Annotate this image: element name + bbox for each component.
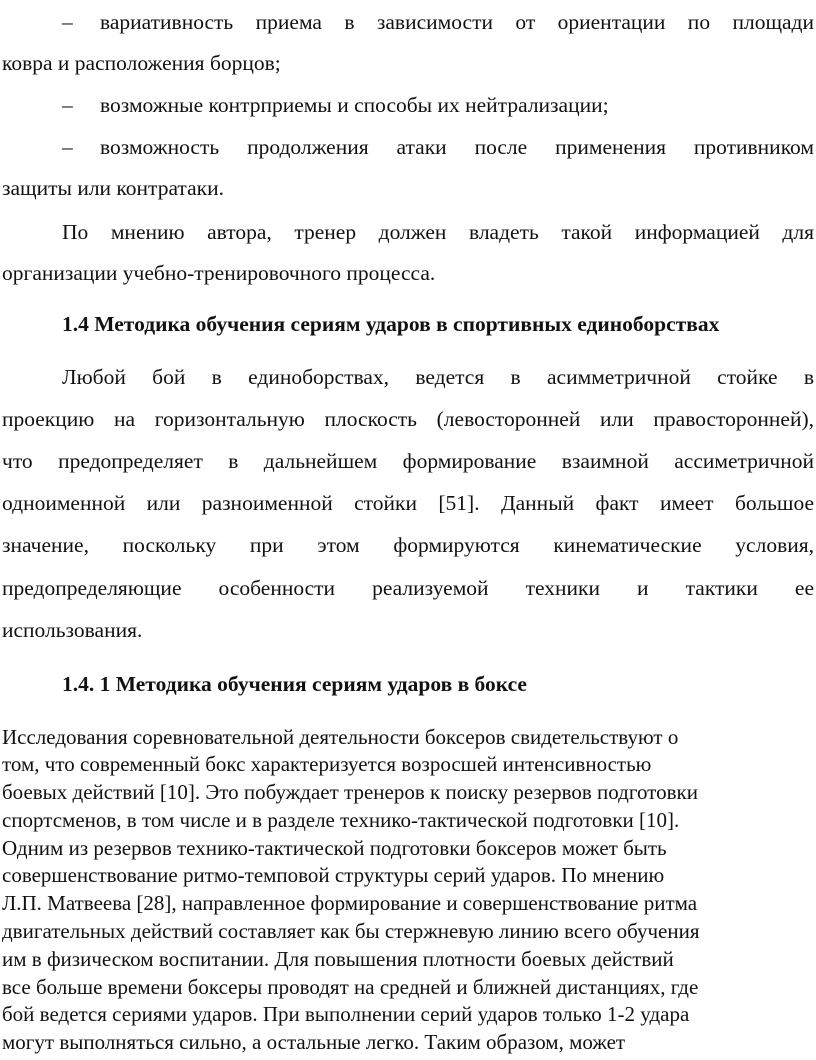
paragraph-1-line-2: организации учебно-тренировочного процесса.	[2, 261, 436, 285]
bullet-dash: –	[62, 93, 73, 117]
paragraph-1-line-1: По мнению автора, тренер должен владеть такой информацией для	[62, 220, 814, 244]
paragraph-2-line: значение, поскольку при этом формируются кинематические условия,	[2, 533, 814, 557]
paragraph-3-line: Одним из резервов технико-тактической подготовки боксеров может быть	[2, 836, 667, 860]
paragraph-3-line: им в физическом воспитании. Для повышения плотности боевых действий	[2, 947, 674, 971]
bullet-3-line-1: возможность продолжения атаки после применения противником	[100, 135, 814, 159]
section-heading: 1.4 Методика обучения сериям ударов в спортивных единоборствах	[62, 312, 720, 336]
bullet-1-line-2: ковра и расположения борцов;	[2, 51, 281, 75]
paragraph-3-line: могут выполняться сильно, а остальные легко. Таким образом, может	[2, 1030, 626, 1054]
bullet-dash: –	[62, 10, 73, 34]
paragraph-2-line: одноименной или разноименной стойки [51]. Данный факт имеет большое	[2, 491, 814, 515]
paragraph-3-line: бой ведется сериями ударов. При выполнении серий ударов только 1-2 удара	[2, 1002, 690, 1026]
bullet-1-line-1: вариативность приема в зависимости от ориентации по площади	[100, 10, 814, 34]
paragraph-3-line: Исследования соревновательной деятельности боксеров свидетельствуют о	[2, 725, 679, 749]
bullet-dash: –	[62, 135, 73, 159]
paragraph-3-line: совершенствование ритмо-темповой структуры серий ударов. По мнению	[2, 863, 665, 887]
paragraph-3-line: все больше времени боксеры проводят на средней и ближней дистанциях, где	[2, 975, 699, 999]
paragraph-2-line: что предопределяет в дальнейшем формирование взаимной ассиметричной	[2, 449, 814, 473]
paragraph-3-line: боевых действий [10]. Это побуждает тренеров к поиску резервов подготовки	[2, 780, 698, 804]
paragraph-2-line: предопределяющие особенности реализуемой техники и тактики ее	[2, 576, 814, 600]
paragraph-2-line: Любой бой в единоборствах, ведется в асимметричной стойке в	[62, 365, 814, 389]
paragraph-3-line: Л.П. Матвеева [28], направленное формирование и совершенствование ритма	[2, 891, 698, 915]
paragraph-3-line: том, что современный бокс характеризуется возросшей интенсивностью	[2, 752, 652, 776]
paragraph-2-line: использования.	[2, 618, 143, 642]
paragraph-2-line: проекцию на горизонтальную плоскость (левосторонней или правосторонней),	[2, 407, 814, 431]
bullet-2-line-1: возможные контрприемы и способы их нейтрализации;	[100, 93, 609, 117]
subsection-heading: 1.4. 1 Методика обучения сериям ударов в боксе	[62, 672, 527, 696]
paragraph-3-line: спортсменов, в том числе и в разделе технико-тактической подготовки [10].	[2, 808, 680, 832]
paragraph-3-line: двигательных действий составляет как бы стержневую линию всего обучения	[2, 919, 700, 943]
bullet-3-line-2: защиты или контратаки.	[2, 176, 224, 200]
